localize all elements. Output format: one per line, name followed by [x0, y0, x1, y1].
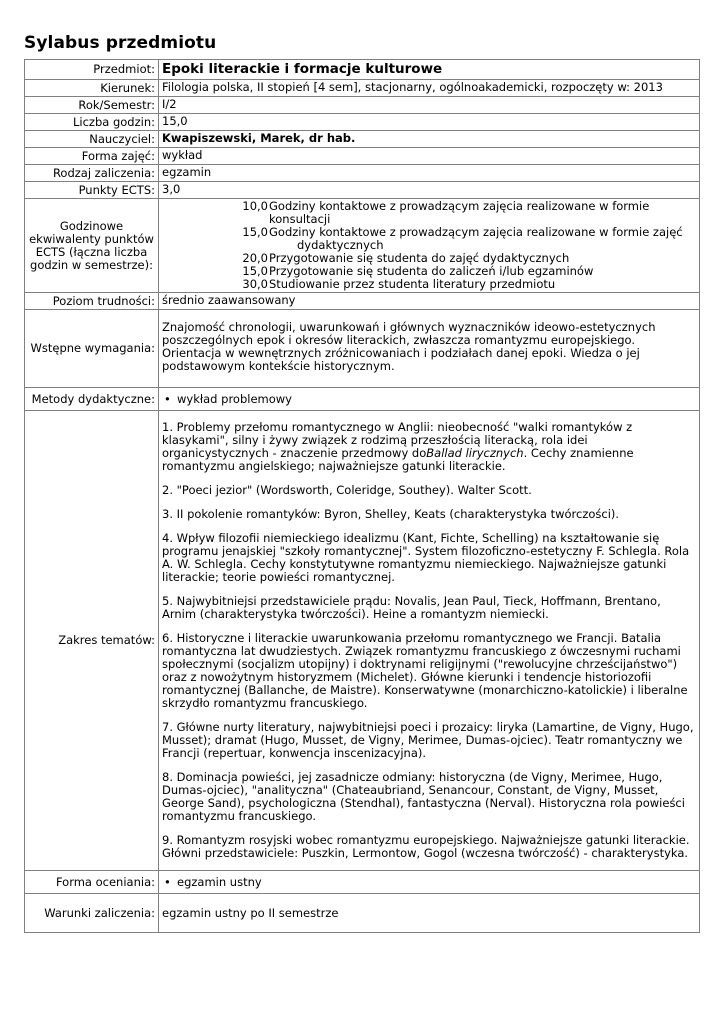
hours-desc: Studiowanie przez studenta literatury przedmiotu — [269, 277, 556, 291]
topic-item — [162, 421, 696, 473]
hours-desc — [268, 226, 696, 252]
label-godziny: Liczba godzin: — [25, 114, 159, 131]
topic-item: 4. Wpływ filozofii niemieckiego idealizmu (Kant, Fichte, Schelling) na kształtowanie się programu jenajskiej "szkoły romantycznej". System filozoficzno-estetyczny F. Schlegla. Rola A. W. Schlegla. Cechy konstytutywne romantyzmu niemieckiego. Najważniejsze gatunki literackie; teorie powieści romantycznej. — [162, 531, 690, 584]
value-forma-zajec: wykład — [159, 148, 700, 165]
topic-item: 5. Najwybitniejsi przedstawiciele prądu: Novalis, Jean Paul, Tieck, Hoffmann, Brentano, Arnim (charakterystyka twórczości). Heine a romantyzm niemiecki. — [162, 594, 661, 621]
label-przedmiot: Przedmiot: — [25, 60, 159, 80]
value-ocenianie — [159, 871, 700, 894]
hours-item — [162, 278, 696, 291]
label-ocenianie: Forma oceniania: — [25, 871, 159, 894]
hours-value: 10,0 — [242, 199, 268, 213]
row-rodzaj-zaliczenia — [25, 165, 700, 182]
row-ocenianie — [25, 871, 700, 894]
label-godzinowe: Godzinowe ekwiwalenty punktów ECTS (łączna liczba godzin w semestrze): — [25, 199, 159, 293]
hours-desc: Godziny kontaktowe z prowadzącym zajęcia realizowane w formie konsultacji — [269, 199, 650, 226]
label-metody: Metody dydaktyczne: — [25, 388, 159, 411]
value-warunki: egzamin ustny po II semestrze — [159, 894, 700, 933]
hours-desc: Przygotowanie się studenta do zajęć dydaktycznych — [269, 251, 570, 265]
row-godziny — [25, 114, 700, 131]
label-forma-zajec: Forma zajęć: — [25, 148, 159, 165]
hours-item — [162, 226, 696, 252]
hours-value: 30,0 — [242, 277, 268, 291]
row-rok — [25, 97, 700, 114]
syllabus-table — [24, 59, 700, 933]
row-forma-zajec — [25, 148, 700, 165]
topic-item: 6. Historyczne i literackie uwarunkowania przełomu romantycznego we Francji. Batalia romantyczna lat dwudziestych. Związek romantyzmu francuskiego z ówczesnymi ruchami społecznymi (socjalizm utopijny) i doktrynami religijnymi ("rewolucyjne chrześcijaństwo") oraz z nowożytnym historyzmem (Michelet). Główne kierunki i tendencje historiozofii romantycznej (Ballanche, de Maistre). Konserwatywne (monarchiczno-katolickie) i liberalne skrzydło romantyzmu francuskiego. — [162, 631, 688, 710]
topic-item: 2. "Poeci jezior" (Wordsworth, Coleridge, Southey). Walter Scott. — [162, 483, 532, 497]
row-godzinowe — [25, 199, 700, 293]
label-zakres: Zakres tematów: — [25, 411, 159, 871]
row-nauczyciel — [25, 131, 700, 148]
label-warunki: Warunki zaliczenia: — [25, 894, 159, 933]
hours-desc-text: Godziny kontaktowe z prowadzącym zajęcia realizowane w formie zajęć — [269, 225, 683, 239]
row-warunki — [25, 894, 700, 933]
label-rok: Rok/Semestr: — [25, 97, 159, 114]
value-godziny: 15,0 — [159, 114, 700, 131]
topic-italic-text: Ballad lirycznych — [426, 446, 524, 460]
label-kierunek: Kierunek: — [25, 80, 159, 97]
value-godzinowe — [159, 199, 700, 293]
topic-text: 1. Problemy przełomu romantycznego w Anglii: nieobecność "walki romantyków z klasykami", silny i żywy związek z rodzimą przeszłością literacką, rola idei organicystycznych - znaczenie przedmowy do — [162, 420, 633, 460]
label-rodzaj-zaliczenia: Rodzaj zaliczenia: — [25, 165, 159, 182]
topic-item: 3. II pokolenie romantyków: Byron, Shelley, Keats (charakterystyka twórczości). — [162, 507, 620, 521]
hours-item — [162, 200, 696, 226]
hours-desc: Przygotowanie się studenta do zaliczeń i/lub egzaminów — [269, 264, 594, 278]
value-zakres — [159, 411, 700, 871]
hours-desc-cont: dydaktycznych — [297, 238, 384, 252]
value-wymagania: Znajomość chronologii, uwarunkowań i głównych wyznaczników ideowo-estetycznych poszczególnych epok i okresów literackich, zwłaszcza romantyzmu europejskiego. Orientacja w wewnętrznych zróżnicowaniach i podziałach danej epoki. Wiedza o jej podstawowym kontekście historycznym. — [159, 310, 700, 388]
value-poziom: średnio zaawansowany — [159, 293, 700, 310]
topic-text: . Cechy znamienne romantyzmu angielskiego; najważniejsze gatunki literackie. — [162, 446, 634, 473]
row-metody — [25, 388, 700, 411]
label-nauczyciel: Nauczyciel: — [25, 131, 159, 148]
value-ects: 3,0 — [159, 182, 700, 199]
topic-item: 9. Romantyzm rosyjski wobec romantyzmu europejskiego. Najważniejsze gatunki literackie. Główni przedstawiciele: Puszkin, Lermontow, Gogol (wczesna twórczość) - charakterystyka. — [162, 833, 690, 860]
row-zakres — [25, 411, 700, 871]
value-kierunek: Filologia polska, II stopień [4 sem], stacjonarny, ogólnoakademicki, rozpoczęty w: 2013 — [159, 80, 700, 97]
hours-value: 20,0 — [242, 251, 268, 265]
bullet-item: • wykład problemowy — [162, 392, 292, 406]
hours-value: 15,0 — [242, 225, 268, 239]
value-rodzaj-zaliczenia: egzamin — [159, 165, 700, 182]
row-przedmiot — [25, 60, 700, 80]
value-rok: I/2 — [159, 97, 700, 114]
value-nauczyciel: Kwapiszewski, Marek, dr hab. — [159, 131, 700, 148]
row-ects — [25, 182, 700, 199]
label-wymagania: Wstępne wymagania: — [25, 310, 159, 388]
row-poziom — [25, 293, 700, 310]
hours-value: 15,0 — [242, 264, 268, 278]
page-title: Sylabus przedmiotu — [24, 33, 217, 53]
value-metody — [159, 388, 700, 411]
topic-item: 7. Główne nurty literatury, najwybitniejsi poeci i prozaicy: liryka (Lamartine, de Vigny, Hugo, Musset); dramat (Hugo, Musset, de Vigny, Merimee, Dumas-ojciec). Teatr romantyczny we Francji (repertuar, konwencja inscenizacyjna). — [162, 720, 694, 760]
label-ects: Punkty ECTS: — [25, 182, 159, 199]
topic-item: 8. Dominacja powieści, jej zasadnicze odmiany: historyczna (de Vigny, Merimee, Hugo, Dumas-ojciec), "analityczna" (Chateaubriand, Senancour, Constant, de Vigny, Musset, George Sand), psychologiczna (Stendhal), fantastyczna (Nerval). Historyczna rola powieści romantyzmu francuskiego. — [162, 770, 685, 823]
value-przedmiot: Epoki literackie i formacje kulturowe — [159, 60, 700, 80]
row-kierunek — [25, 80, 700, 97]
bullet-item: • egzamin ustny — [162, 875, 262, 889]
row-wymagania — [25, 310, 700, 388]
label-poziom: Poziom trudności: — [25, 293, 159, 310]
